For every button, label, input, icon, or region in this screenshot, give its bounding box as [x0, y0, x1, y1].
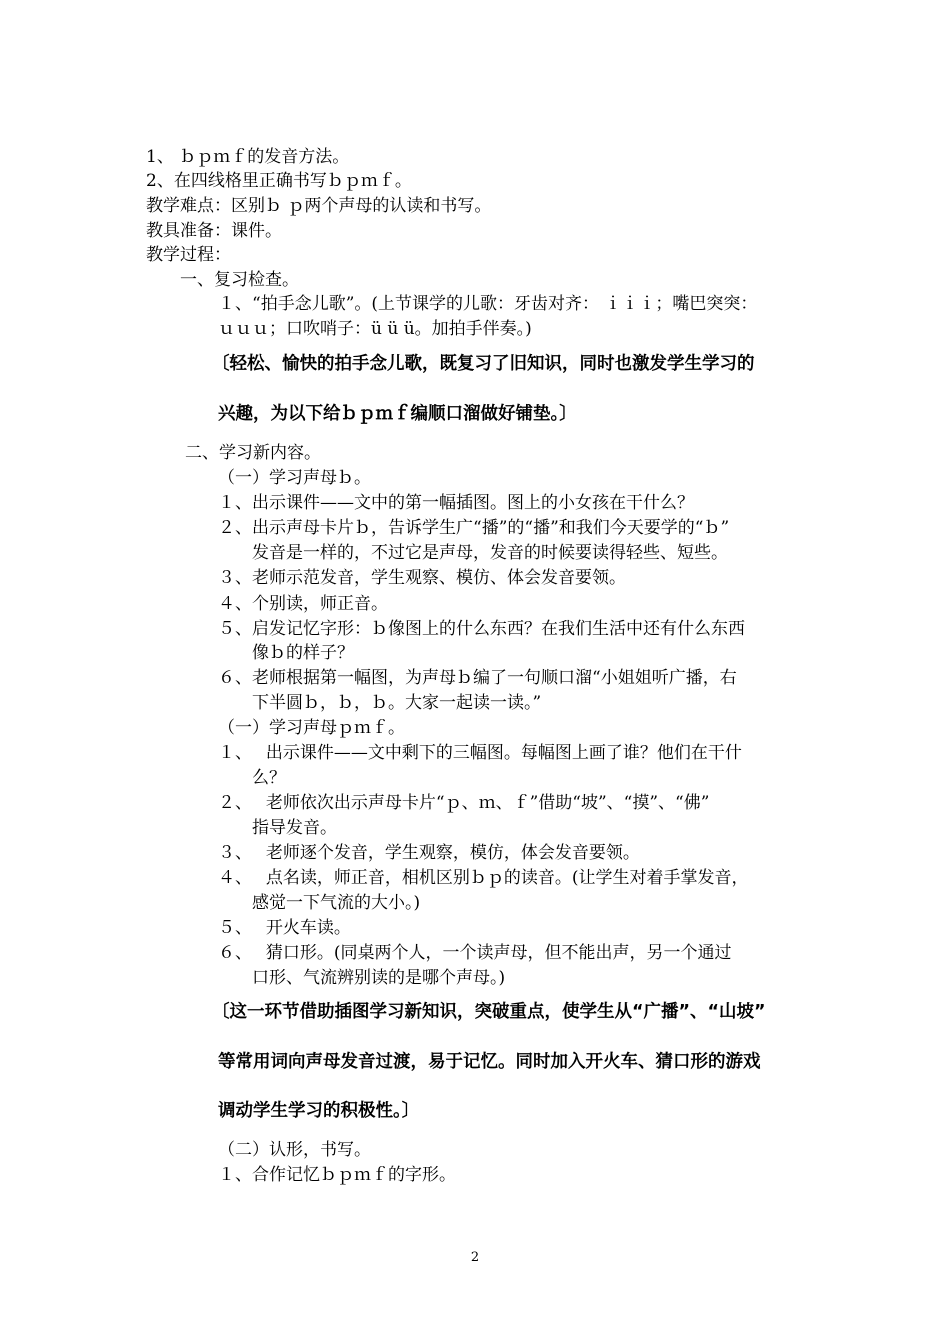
shape-step-1: １、合作记忆ｂｐｍｆ的字形。 — [218, 1165, 456, 1185]
objective-1: 1、 ｂｐｍｆ的发音方法。 — [146, 147, 350, 167]
pmf-step-5: ５、 开火车读。 — [218, 918, 351, 938]
b-step-2: ２、出示声母卡片ｂ，告诉学生广“播”的“播”和我们今天要学的“ｂ” — [218, 518, 730, 538]
section-2-heading: 二、学习新内容。 — [185, 443, 321, 463]
note-1-line-2: 兴趣，为以下给ｂｐｍｆ编顺口溜做好铺垫。〕 — [218, 404, 577, 424]
section-1-item-1: １、“拍手念儿歌”。(上节课学的儿歌：牙齿对齐： ｉｉｉ；嘴巴突突： — [218, 294, 758, 314]
subsection-shape-heading: （二）认形，书写。 — [218, 1140, 371, 1160]
subsection-pmf-heading: （一）学习声母ｐｍｆ。 — [218, 718, 405, 738]
pmf-step-1-cont: 么？ — [252, 768, 286, 788]
pmf-step-6: ６、 猜口形。(同桌两个人，一个读声母，但不能出声，另一个通过 — [218, 943, 732, 963]
section-1-heading: 一、复习检查。 — [180, 270, 299, 290]
note-1-line-1: 〔轻松、愉快的拍手念儿歌，既复习了旧知识，同时也激发学生学习的 — [212, 354, 755, 374]
b-step-6: ６、老师根据第一幅图，为声母ｂ编了一句顺口溜“小姐姐听广播，右 — [218, 668, 737, 688]
b-step-5: ５、启发记忆字形：ｂ像图上的什么东西？在我们生活中还有什么东西 — [218, 619, 745, 639]
note-2-line-3: 调动学生学习的积极性。〕 — [218, 1101, 420, 1121]
pmf-step-4: ４、 点名读，师正音，相机区别ｂｐ的读音。(让学生对着手掌发音， — [218, 868, 749, 888]
pmf-step-1: １、 出示课件——文中剩下的三幅图。每幅图上画了谁？他们在干什 — [218, 743, 742, 763]
pmf-step-4-cont: 感觉一下气流的大小。) — [252, 893, 421, 913]
b-step-2-cont: 发音是一样的，不过它是声母，发音的时候要读得轻些、短些。 — [252, 543, 728, 563]
pmf-step-6-cont: 口形、气流辨别读的是哪个声母。) — [252, 968, 506, 988]
subsection-b-heading: （一）学习声母ｂ。 — [218, 468, 371, 488]
pmf-step-3: ３、 老师逐个发音，学生观察，模仿，体会发音要领。 — [218, 843, 640, 863]
page-number: 2 — [470, 1250, 480, 1265]
b-step-6-cont: 下半圆ｂ，ｂ，ｂ。大家一起读一读。” — [252, 693, 542, 713]
section-1-item-1-cont: ｕｕｕ；口吹哨子：ü ü ü。加拍手伴奏。) — [218, 319, 532, 339]
b-step-3: ３、老师示范发音，学生观察、模仿、体会发音要领。 — [218, 568, 626, 588]
teaching-difficulty: 教学难点：区别ｂ ｐ两个声母的认读和书写。 — [146, 196, 492, 216]
b-step-1: １、出示课件——文中的第一幅插图。图上的小女孩在干什么？ — [218, 493, 694, 513]
objective-2: 2、在四线格里正确书写ｂｐｍｆ。 — [146, 171, 412, 191]
note-2-line-1: 〔这一环节借助插图学习新知识，突破重点，使学生从“广播”、“山坡” — [212, 1002, 766, 1022]
pmf-step-2-cont: 指导发音。 — [252, 818, 337, 838]
teaching-materials: 教具准备：课件。 — [146, 221, 282, 241]
note-2-line-2: 等常用词向声母发音过渡，易于记忆。同时加入开火车、猜口形的游戏 — [218, 1052, 761, 1072]
b-step-4: ４、个别读，师正音。 — [218, 594, 388, 614]
b-step-5-cont: 像ｂ的样子？ — [252, 643, 354, 663]
pmf-step-2: ２、 老师依次出示声母卡片“ｐ、ｍ、ｆ”借助“坡”、“摸”、“佛” — [218, 793, 710, 813]
teaching-process-heading: 教学过程： — [146, 245, 231, 265]
